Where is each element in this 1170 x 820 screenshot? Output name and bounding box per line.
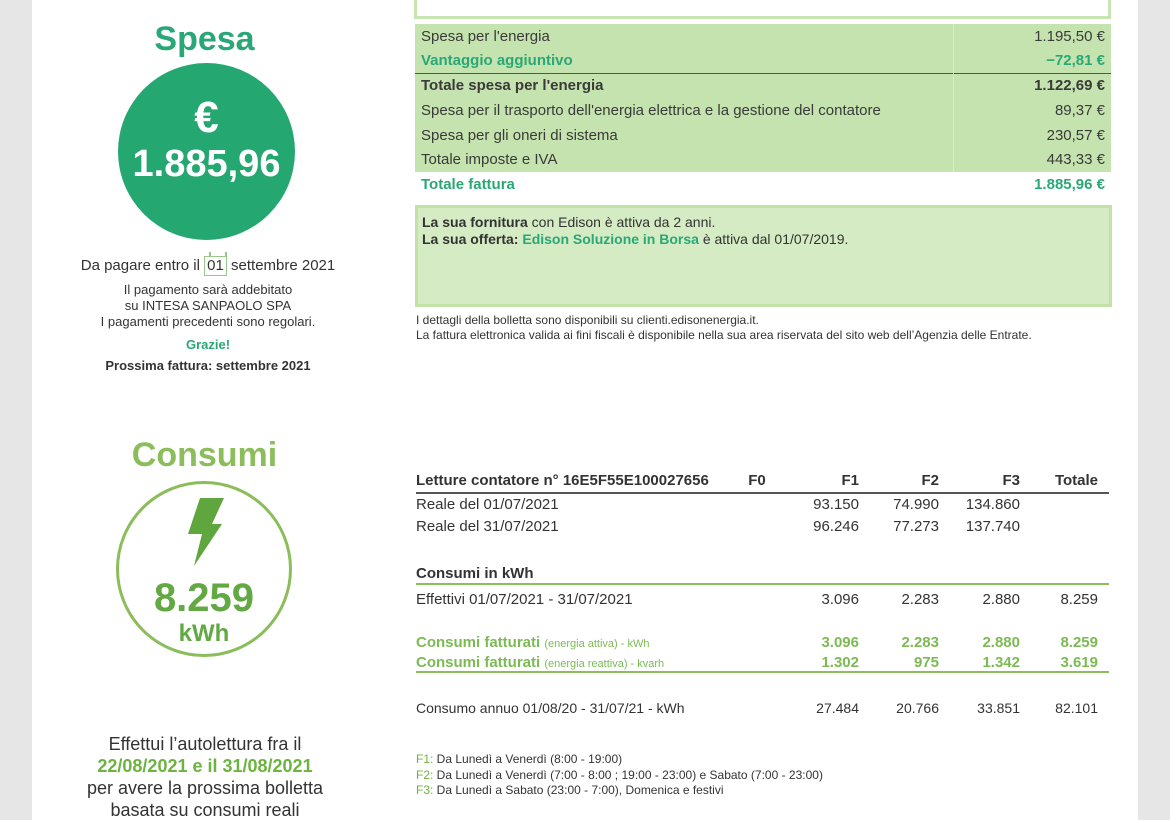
reading-f2: 74.990 [893, 496, 939, 513]
band-key: F2: [416, 767, 434, 782]
billed-f1: 3.096 [821, 634, 859, 651]
cost-total-row [415, 172, 1111, 197]
spesa-title: Spesa [154, 20, 255, 58]
spesa-amount: 1.885,96 [132, 143, 281, 185]
effettivi-f1: 3.096 [821, 591, 859, 608]
col-totale: Totale [1054, 472, 1098, 489]
supply-info-box [415, 205, 1112, 307]
reading-f2: 77.273 [893, 518, 939, 535]
billed-reactive-row [416, 653, 1109, 673]
cost-row [415, 24, 1111, 49]
reading-f1: 93.150 [813, 496, 859, 513]
annual-f1: 27.484 [816, 700, 859, 716]
footnote [416, 313, 1116, 343]
supply-line [422, 214, 1105, 231]
annual-f2: 20.766 [896, 700, 939, 716]
grazie-text: Grazie! [185, 337, 231, 352]
footnote-line: La fattura elettronica valida ai fini fiscali è disponibile nella sua area riservata del sito web dell’Agenzia delle Entrate. [416, 328, 1032, 342]
readings-header [416, 470, 1109, 494]
cost-label: Totale imposte e IVA [415, 147, 953, 172]
autolettura-line: Effettui l’autolettura fra il [108, 734, 302, 754]
billed-active-row [416, 633, 1109, 653]
due-prefix: Da pagare entro il [80, 257, 200, 274]
cost-row [415, 49, 1111, 74]
reading-f3: 137.740 [965, 518, 1020, 535]
effettivi-f2: 2.283 [901, 591, 939, 608]
billed-f2: 2.283 [901, 634, 939, 651]
reading-label: Reale del 31/07/2021 [416, 518, 559, 535]
due-date [32, 256, 384, 276]
offer-line [422, 231, 1105, 248]
payment-line: Il pagamento sarà addebitato [123, 282, 293, 297]
consumi-title: Consumi [131, 436, 278, 474]
meter-number: Letture contatore n° 16E5F55E100027656 [416, 472, 709, 489]
reading-f1: 96.246 [813, 518, 859, 535]
consumi-value: 8.259 [153, 576, 255, 620]
billed-note: (energia attiva) - kWh [544, 638, 650, 650]
reading-row [416, 516, 1109, 538]
col-f3: F3 [1002, 472, 1020, 489]
billed-label-text: Consumi fatturati [416, 634, 541, 651]
footnote-line: I dettagli della bolletta sono disponibili su clienti.edisonenergia.it. [416, 313, 759, 327]
supply-bold: La sua fornitura [422, 214, 528, 230]
annual-totale: 82.101 [1055, 700, 1098, 716]
cost-row [415, 98, 1111, 123]
cost-value: 1.195,50 € [953, 24, 1111, 49]
autolettura-note [32, 733, 378, 820]
col-f2: F2 [921, 472, 939, 489]
bill-page [32, 0, 1138, 820]
billed-totale: 8.259 [1060, 634, 1098, 651]
annual-row [416, 697, 1109, 719]
col-f1: F1 [841, 472, 859, 489]
band-text: Da Lunedì a Venerdì (8:00 - 19:00) [433, 752, 623, 766]
cost-value: −72,81 € [953, 49, 1111, 74]
offer-rest: è attiva dal 01/07/2019. [698, 231, 849, 247]
band-text: Da Lunedì a Sabato (23:00 - 7:00), Domenica e festivi [433, 783, 724, 797]
cost-value: 89,37 € [953, 98, 1111, 123]
effettivi-totale: 8.259 [1060, 591, 1098, 608]
payment-line: su INTESA SANPAOLO SPA [124, 298, 292, 313]
cost-value: 443,33 € [953, 147, 1111, 172]
euro-icon: € [194, 93, 219, 142]
cost-label: Totale fattura [415, 172, 953, 197]
cost-label: Totale spesa per l'energia [415, 73, 953, 98]
cost-row [415, 147, 1111, 172]
effettivi-label: Effettivi 01/07/2021 - 31/07/2021 [416, 591, 633, 608]
top-frame [414, 0, 1111, 19]
band-key: F3: [416, 783, 434, 797]
calendar-day-icon: 01 [204, 256, 227, 276]
time-bands-legend [416, 752, 1116, 799]
reading-row [416, 494, 1109, 516]
reading-label: Reale del 01/07/2021 [416, 496, 559, 513]
next-invoice: Prossima fattura: settembre 2021 [105, 358, 311, 373]
effettivi-f3: 2.880 [982, 591, 1020, 608]
time-band [416, 783, 1116, 799]
consumi-kwh-header [416, 563, 1109, 585]
cost-label: Spesa per l'energia [415, 24, 953, 49]
cost-row [415, 73, 1111, 98]
billed-label [416, 653, 664, 674]
consumi-kwh-label: Consumi in kWh [416, 565, 534, 582]
cost-label: Vantaggio aggiuntivo [415, 49, 953, 74]
consumi-circle [116, 481, 292, 657]
due-suffix: settembre 2021 [231, 257, 336, 274]
col-f0: F0 [748, 472, 766, 489]
meter-readings-table [416, 470, 1109, 719]
billed-f1: 1.302 [821, 654, 859, 671]
cost-row [415, 123, 1111, 148]
autolettura-dates: 22/08/2021 e il 31/08/2021 [97, 756, 313, 776]
autolettura-line: basata su consumi reali [110, 800, 300, 820]
cost-value: 1.122,69 € [953, 73, 1111, 98]
autolettura-line: per avere la prossima bolletta [86, 778, 324, 798]
band-text: Da Lunedì a Venerdì (7:00 - 8:00 ; 19:00 - 23:00) e Sabato (7:00 - 23:00) [433, 767, 823, 782]
time-band [416, 752, 1116, 768]
cost-value: 230,57 € [953, 123, 1111, 148]
payment-note [32, 282, 384, 330]
time-band [416, 768, 1116, 784]
supply-rest: con Edison è attiva da 2 anni. [527, 214, 716, 230]
cost-value: 1.885,96 € [953, 172, 1111, 197]
cost-summary-table [415, 24, 1111, 197]
annual-f3: 33.851 [977, 700, 1020, 716]
billed-f3: 1.342 [982, 654, 1020, 671]
spesa-amount-circle [118, 63, 295, 240]
billed-totale: 3.619 [1060, 654, 1098, 671]
billed-f2: 975 [913, 654, 939, 671]
annual-label: Consumo annuo 01/08/20 - 31/07/21 - kWh [416, 700, 685, 716]
band-key: F1: [416, 752, 434, 766]
offer-name: Edison Soluzione in Borsa [522, 231, 699, 247]
offer-bold: La sua offerta: [422, 231, 519, 247]
billed-f3: 2.880 [982, 634, 1020, 651]
cost-label: Spesa per il trasporto dell'energia elettrica e la gestione del contatore [415, 98, 953, 123]
effettivi-row [416, 589, 1109, 611]
consumi-unit: kWh [178, 620, 230, 647]
reading-f3: 134.860 [965, 496, 1020, 513]
billed-label [416, 633, 650, 654]
lightning-bolt-icon [186, 498, 224, 566]
billed-note: (energia reattiva) - kvarh [544, 658, 665, 670]
cost-label: Spesa per gli oneri di sistema [415, 123, 953, 148]
payment-line: I pagamenti precedenti sono regolari. [100, 314, 316, 329]
billed-label-text: Consumi fatturati [416, 654, 541, 671]
